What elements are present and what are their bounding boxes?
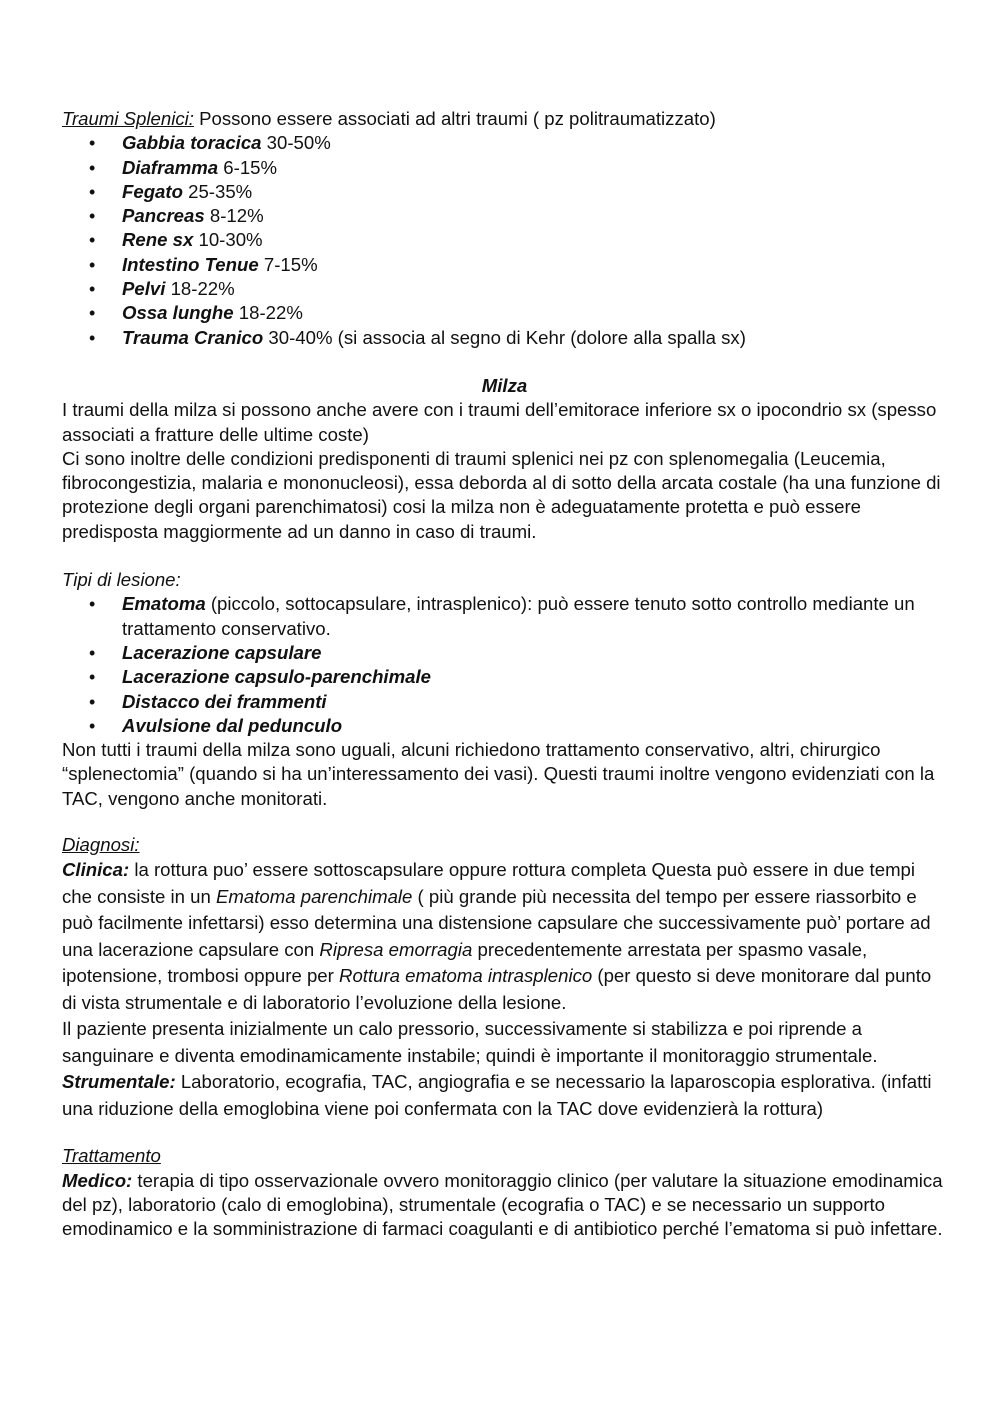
associated-traumas-list <box>62 131 947 350</box>
list-item: • Ematoma (piccolo, sottocapsulare, intrasplenico): può essere tenuto sotto controllo mediante un trattamento conservativo. <box>62 592 947 641</box>
list-item: • Fegato 25-35% <box>62 180 947 204</box>
trattamento-heading: Trattamento <box>62 1145 161 1167</box>
paziente-paragraph: Il paziente presenta inizialmente un calo pressorio, successivamente si stabilizza e poi riprende a sanguinare e diventa emodinamicamente instabile; quindi è importante il monitoraggio strumentale. <box>62 1018 878 1066</box>
list-item: • Diaframma 6-15% <box>62 156 947 180</box>
clinica-label: Clinica: <box>62 859 130 881</box>
strumentale-paragraph: Strumentale: Laboratorio, ecografia, TAC, angiografia e se necessario la laparoscopia esplorativa. (infatti una riduzione della emoglobina viene poi confermata con la TAC dove evidenzierà la rottura) <box>62 1071 932 1119</box>
milza-paragraph-2: Ci sono inoltre delle condizioni predisponenti di traumi splenici nei pz con splenomegalia (Leucemia, fibrocongestizia, malaria e mononucleosi), essa deborda al di sotto della arcata costale (ha una funzione di protezione degli organi parenchimatosi) cosi la milza non è adeguatamente protetta e può essere predisposta maggiormente ad un danno in caso di traumi. <box>62 447 941 542</box>
list-item: • Avulsione dal pedunculo <box>62 714 947 738</box>
list-item: • Intestino Tenue 7-15% <box>62 253 947 277</box>
medico-label: Medico: <box>62 1169 133 1191</box>
medico-paragraph: Medico: terapia di tipo osservazionale ovvero monitoraggio clinico (per valutare la situazione emodinamica del pz), laboratorio (calo di emoglobina), strumentale (ecografia o TAC) e se necessario un supporto emodinamico e la somministrazione di farmaci coagulanti e di antibiotico perché l’ematoma si può infettare. <box>62 1169 943 1240</box>
traumi-splenici-intro: Traumi Splenici: Possono essere associati ad altri traumi ( pz politraumatizzato) <box>62 108 716 129</box>
list-item: • Trauma Cranico 30-40% (si associa al segno di Kehr (dolore alla spalla sx) <box>62 326 947 350</box>
tipi-lesione-heading: Tipi di lesione: <box>62 569 181 591</box>
list-item: • Distacco dei frammenti <box>62 690 947 714</box>
list-item: • Pelvi 18-22% <box>62 277 947 301</box>
document-body <box>62 107 947 1242</box>
milza-title: Milza <box>481 374 528 396</box>
list-item: • Lacerazione capsulo-parenchimale <box>62 665 947 689</box>
list-item: • Lacerazione capsulare <box>62 641 947 665</box>
traumi-splenici-heading: Traumi Splenici: <box>62 108 194 129</box>
list-item: • Rene sx 10-30% <box>62 228 947 252</box>
spacer <box>62 350 947 374</box>
strumentale-label: Strumentale: <box>62 1071 176 1093</box>
lesion-types-list <box>62 592 947 738</box>
milza-paragraph-1: I traumi della milza si possono anche avere con i traumi dell’emitorace inferiore sx o ipocondrio sx (spesso associati a fratture delle ultime coste) <box>62 399 937 445</box>
list-item: • Pancreas 8-12% <box>62 204 947 228</box>
list-item: • Gabbia toracica 30-50% <box>62 131 947 155</box>
list-item: • Ossa lunghe 18-22% <box>62 301 947 325</box>
clinica-paragraph: Clinica: la rottura puo’ essere sottoscapsulare oppure rottura completa Questa può essere in due tempi che consiste in un Ematoma parenchimale ( più grande più necessita del tempo per essere riassorbito e può facilmente infettarsi) esso determina una distensione capsulare che successivamente può’ portare ad una lacerazione capsulare con Ripresa emorragia precedentemente arrestata per spasmo vasale, ipotensione, trombosi oppure per Rottura ematoma intrasplenico (per questo si deve monitorare dal punto di vista strumentale e di laboratorio l’evoluzione della lesione. <box>62 859 932 1013</box>
spacer <box>62 1122 947 1144</box>
lesioni-paragraph: Non tutti i traumi della milza sono uguali, alcuni richiedono trattamento conservativo, altri, chirurgico “splenectomia” (quando si ha un’interessamento dei vasi). Questi traumi inoltre vengono evidenziati con la TAC, vengono anche monitorati. <box>62 739 935 809</box>
spacer <box>62 544 947 568</box>
diagnosi-heading: Diagnosi: <box>62 834 140 856</box>
spacer <box>62 811 947 833</box>
